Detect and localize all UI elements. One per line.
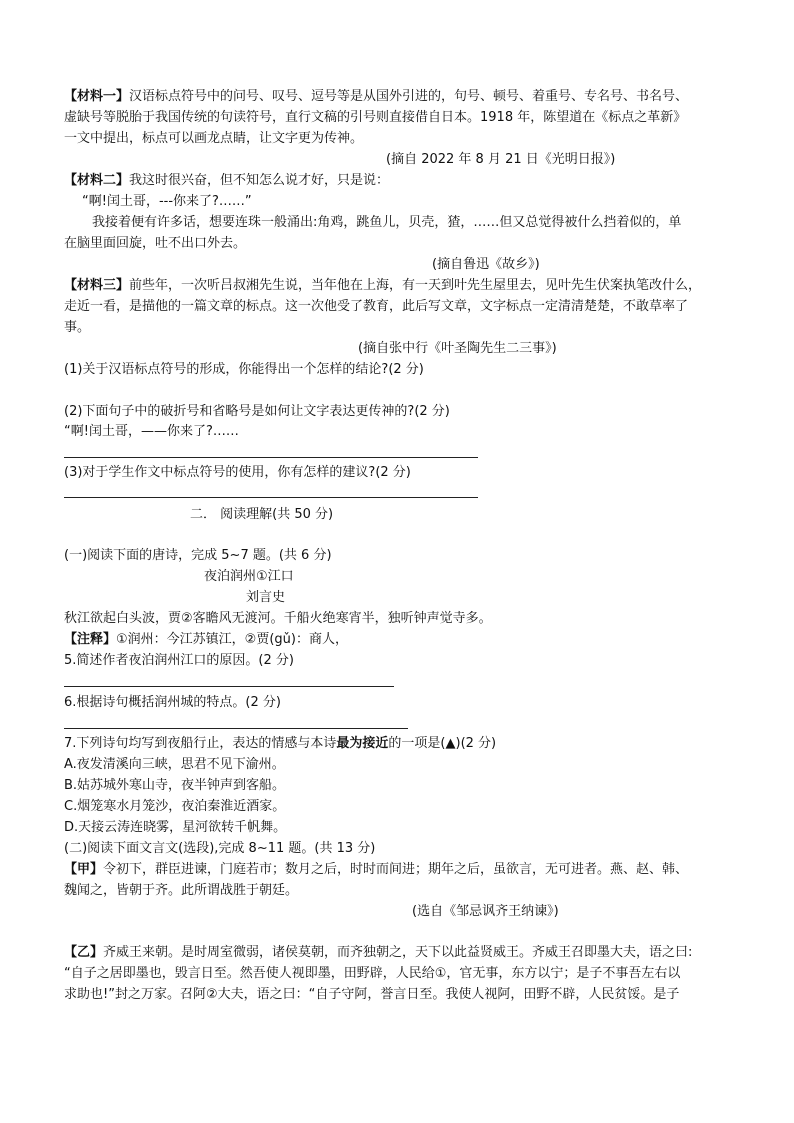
- material-1-line-2: 虚缺号等脱胎于我国传统的句读符号，直行文稿的引号则直接借自日本。1918 年，陈望道在《标点之革新》: [64, 110, 687, 125]
- section-2-heading: 二． 阅读理解(共 50 分): [190, 507, 334, 522]
- jia-line-2: 魏闻之，皆朝于齐。此所谓战胜于朝廷。: [64, 883, 299, 898]
- question-5: 5.简述作者夜泊润州江口的原因。(2 分): [64, 653, 294, 668]
- material-2-tag: 【材料二】: [64, 173, 130, 188]
- material-1-line-1: 【材料一】汉语标点符号中的问号、叹号、逗号等是从国外引进的，句号、顿号、着重号、专名号、书名号、: [64, 89, 689, 104]
- material-2-line-4: 在脑里面回旋，吐不出口外去。: [64, 236, 247, 251]
- yi-line-3: 求助也!”封之万家。召阿②大夫，语之曰：“自子守阿，誉言日至。我使人视阿，田野不辟，人民贫馁。是子: [64, 987, 680, 1002]
- material-3-line-3: 事。: [64, 320, 91, 335]
- emphasis-text: 最为接近: [336, 736, 389, 751]
- option-a: A.夜发清溪向三峡，思君不见下渝州。: [64, 757, 285, 772]
- answer-line-2[interactable]: [64, 457, 478, 458]
- question-3: (3)对于学生作文中标点符号的使用，你有怎样的建议?(2 分): [64, 465, 411, 480]
- material-2-line-2: “啊!闰土哥，---你来了?……”: [82, 194, 252, 209]
- question-1: (1)关于汉语标点符号的形成，你能得出一个怎样的结论?(2 分): [64, 362, 424, 377]
- yi-line-1: 【乙】齐威王来朝。是时周室微弱，诸侯莫朝，而齐独朝之，天下以此益贤威王。齐威王召即墨大夫，语之曰:: [64, 945, 693, 960]
- material-2-source: (摘自鲁迅《故乡》): [432, 257, 540, 272]
- poem-intro: (一)阅读下面的唐诗，完成 5~7 题。(共 6 分): [64, 548, 332, 563]
- material-3-source: (摘自张中行《叶圣陶先生二三事》): [358, 341, 557, 356]
- option-b: B.姑苏城外寒山寺，夜半钟声到客船。: [64, 778, 286, 793]
- yi-line-2: “自子之居即墨也，毁言日至。然吾使人视即墨，田野辟，人民给①，官无事，东方以宁；是子不事吾左右以: [64, 966, 681, 981]
- question-6: 6.根据诗句概括润州城的特点。(2 分): [64, 695, 281, 710]
- material-2-line-3: 我接着便有许多话，想要连珠一般涌出:角鸡，跳鱼儿，贝壳，猹，……但又总觉得被什么挡着似的，单: [92, 215, 682, 230]
- yi-tag: 【乙】: [64, 945, 104, 960]
- material-2-line-1: 【材料二】我这时很兴奋，但不知怎么说才好，只是说：: [64, 173, 390, 188]
- question-2: (2)下面句子中的破折号和省略号是如何让文字表达更传神的?(2 分): [64, 404, 450, 419]
- option-d: D.天接云涛连晓雾，星河欲转千帆舞。: [64, 820, 287, 835]
- classical-intro: (二)阅读下面文言文(选段),完成 8~11 题。(共 13 分): [64, 841, 376, 856]
- poem-author: 刘言史: [246, 590, 286, 605]
- poem-body: 秋江欲起白头波，贾②客瞻风无渡河。千船火绝寒宵半，独听钟声觉寺多。: [64, 611, 492, 626]
- poem-note-tag: 【注释】: [64, 632, 117, 647]
- answer-line-3[interactable]: [64, 497, 478, 498]
- material-1-source: (摘自 2022 年 8 月 21 日《光明日报》): [386, 152, 616, 167]
- answer-line-5[interactable]: [64, 686, 394, 687]
- material-3-line-1: 【材料三】前些年，一次听吕叔湘先生说，当年他在上海，有一天到叶先生屋里去，见叶先生伏案执笔改什么，: [64, 278, 702, 293]
- option-c: C.烟笼寒水月笼沙，夜泊秦淮近酒家。: [64, 799, 286, 814]
- material-1-line-3: 一文中提出，标点可以画龙点睛，让文字更为传神。: [64, 131, 364, 146]
- material-3-tag: 【材料三】: [64, 278, 130, 293]
- question-7-stem: 7.下列诗句均写到夜船行止，表达的情感与本诗最为接近的一项是(▲)(2 分): [64, 736, 497, 751]
- material-3-line-2: 走近一看，是描他的一篇文章的标点。这一次他受了教育，此后写文章，文字标点一定清清楚楚，不敢草率了: [64, 299, 689, 314]
- answer-line-6[interactable]: [64, 728, 408, 729]
- jia-line-1: 【甲】令初下，群臣进谏，门庭若市；数月之后，时时而间进；期年之后，虽欲言，无可进者。燕、赵、韩、: [64, 862, 689, 877]
- poem-title: 夜泊润州①江口: [204, 569, 294, 584]
- material-1-tag: 【材料一】: [64, 89, 130, 104]
- question-2-quote: “啊!闰土哥，——你来了?……: [64, 424, 239, 439]
- jia-source: (选自《邹忌讽齐王纳谏》): [412, 904, 559, 919]
- poem-note: 【注释】①润州：今江苏镇江，②贾(gǔ)：商人，: [64, 632, 348, 647]
- jia-tag: 【甲】: [64, 862, 104, 877]
